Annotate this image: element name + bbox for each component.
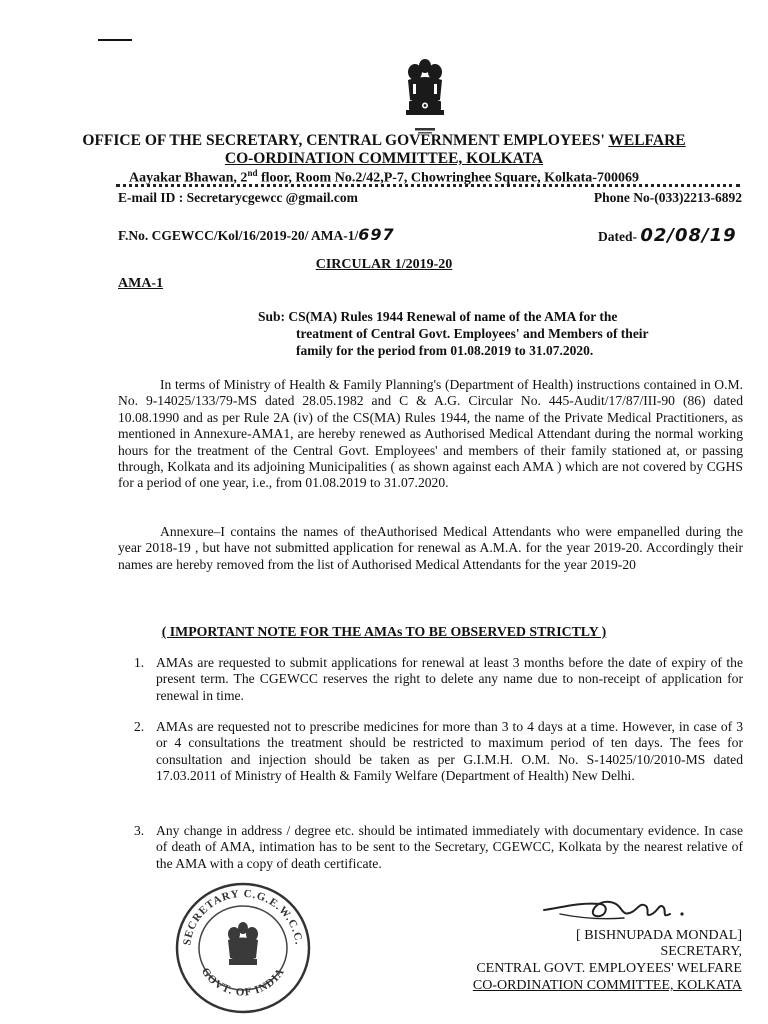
- address-part1: Aayakar Bhawan, 2: [129, 170, 248, 186]
- ama-label: AMA-1: [118, 276, 164, 291]
- subject-block: [258, 308, 748, 359]
- signatory-organisation-line1: CENTRAL GOVT. EMPLOYEES' WELFARE: [476, 961, 742, 976]
- important-note-heading: ( IMPORTANT NOTE FOR THE AMAs TO BE OBSERVED STRICTLY ): [161, 624, 607, 639]
- note-number: 3.: [134, 823, 145, 838]
- note-item-3: [134, 823, 743, 872]
- address-part2: floor, Room No.2/42,P-7, Chowringhee Square, Kolkata-700069: [257, 170, 639, 186]
- circular-title: CIRCULAR 1/2019-20: [315, 257, 453, 272]
- address-superscript: nd: [247, 168, 258, 178]
- state-emblem-icon: [400, 56, 450, 136]
- note-text: AMAs are requested to submit applications for renewal at least 3 months before the date of expiry of the present term. The CGEWCC reserves the right to delete any name due to non-receipt of application for renewal in time.: [156, 655, 743, 703]
- note-item-2: [134, 719, 743, 785]
- email-id: E-mail ID : Secretarycgewcc @gmail.com: [118, 190, 358, 205]
- note-number: 1.: [134, 655, 145, 670]
- note-text: AMAs are requested not to prescribe medicines for more than 3 to 4 days at a time. However, in case of 3 or 4 consultations the treatment should be restricted to maximum period of ten days. The fees for consultation and injection should be taken as per G.I.M.H. O.M. No. S-14025/10/2010-MS dated 17.03.2011 of Ministry of Health & Family Welfare (Department of Health) New Delhi.: [156, 719, 743, 784]
- file-number: [118, 225, 395, 244]
- subject-line1: Sub: CS(MA) Rules 1944 Renewal of name of the AMA for the: [258, 309, 618, 324]
- dated-label: Dated-: [598, 229, 637, 244]
- dated-handwritten: 02/08/19: [640, 225, 737, 246]
- signatory-name: [ BISHNUPADA MONDAL]: [576, 928, 742, 943]
- svg-text:SECRETARY C.G.E.W.C.C.: SECRETARY C.G.E.W.C.C.: [181, 887, 305, 947]
- phone-number: Phone No-(033)2213-6892: [593, 190, 742, 205]
- margin-dash-mark: [98, 39, 132, 41]
- office-heading-line1-underlined: WELFARE: [608, 132, 686, 149]
- note-text: Any change in address / degree etc. should be intimated immediately with documentary evidence. In case of death of AMA, intimation has to be sent to the Secretary, CGEWCC, Kolkata by the nearest relative of the AMA with a copy of death certificate.: [156, 823, 743, 871]
- file-number-text: F.No. CGEWCC/Kol/16/2019-20/ AMA-1/: [118, 228, 359, 243]
- note-item-1: [134, 655, 743, 704]
- svg-text:GOVT. OF INDIA: GOVT. OF INDIA: [198, 965, 288, 999]
- dotted-divider-top: [116, 184, 740, 187]
- office-heading-line2: CO-ORDINATION COMMITTEE, KOLKATA: [224, 150, 544, 167]
- subject-line2: treatment of Central Govt. Employees' and Members of their: [296, 326, 649, 341]
- body-paragraph-1: In terms of Ministry of Health & Family Planning's (Department of Health) instructions contained in O.M. No. 9-14025/133/79-MS dated 28.05.1982 and C & A.G. Circular No. 445-Audit/17/87/III-90 (86) dated 10.08.1990 and as per Rule 2A (iv) of the CS(MA) Rules 1944, the name of the Private Medical Practitioners, as mentioned in Annexure-AMA1, are hereby renewed as Authorised Medical Attendant during the normal working hours for the treatment of the Central Govt. Employees' and members of their family stationed at, or passing through, Kolkata and its adjoining Municipalities ( as shown against each AMA ) which are not covered by CGHS for a period of one year, i.e., from 01.08.2019 to 31.07.2020.: [118, 377, 743, 491]
- subject-line3: family for the period from 01.08.2019 to 31.07.2020.: [296, 343, 594, 358]
- file-number-handwritten: 697: [358, 225, 395, 244]
- note-number: 2.: [134, 719, 145, 734]
- dated-field: [598, 225, 737, 246]
- office-seal-stamp: [168, 878, 318, 1018]
- body-paragraph-2: Annexure–I contains the names of theAuthorised Medical Attendants who were empanelled during the year 2018-19 , but have not submitted application for renewal as A.M.A. for the year 2019-20. Accordingly their names are hereby removed from the list of Authorised Medical Attendants for the year 2019-20: [118, 524, 743, 572]
- handwritten-signature: [540, 884, 690, 930]
- office-heading-line1: [0, 132, 768, 150]
- signatory-designation: SECRETARY,: [660, 944, 742, 959]
- office-heading-line1-text: OFFICE OF THE SECRETARY, CENTRAL GOVERNMENT EMPLOYEES': [82, 132, 609, 149]
- signatory-organisation-line2: CO-ORDINATION COMMITTEE, KOLKATA: [472, 978, 742, 993]
